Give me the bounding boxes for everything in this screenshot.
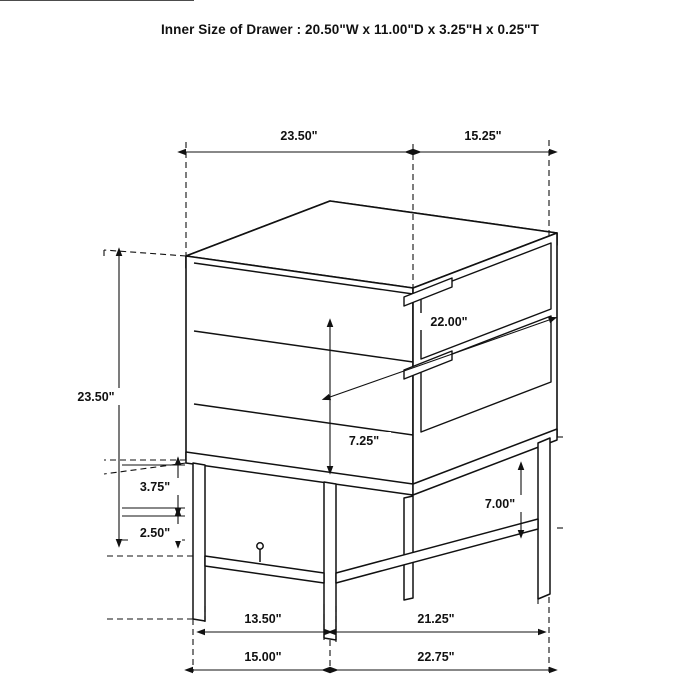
dimension-label-front-leg-span: 13.50": [244, 612, 282, 626]
dimension-label-drawer-stack-height: 7.25": [348, 434, 380, 448]
dimension-label-side-leg-span: 21.25": [417, 612, 455, 626]
dimension-label-base-clearance: 3.75": [139, 480, 171, 494]
dimension-label-front-base-width: 15.00": [244, 650, 282, 664]
dimension-label-leg-height: 2.50": [139, 526, 171, 540]
page-title: Inner Size of Drawer : 20.50"W x 11.00"D x 3.25"H x 0.25"T: [160, 22, 540, 37]
dimension-label-overall-height: 23.50": [77, 390, 115, 404]
dimension-label-side-base-depth: 22.75": [417, 650, 455, 664]
dimension-label-top-left-width: 23.50": [280, 129, 318, 143]
dimension-label-drawer-width: 22.00": [430, 315, 468, 329]
dimension-label-side-depth: 7.00": [484, 497, 516, 511]
dimension-label-top-right-depth: 15.25": [464, 129, 502, 143]
